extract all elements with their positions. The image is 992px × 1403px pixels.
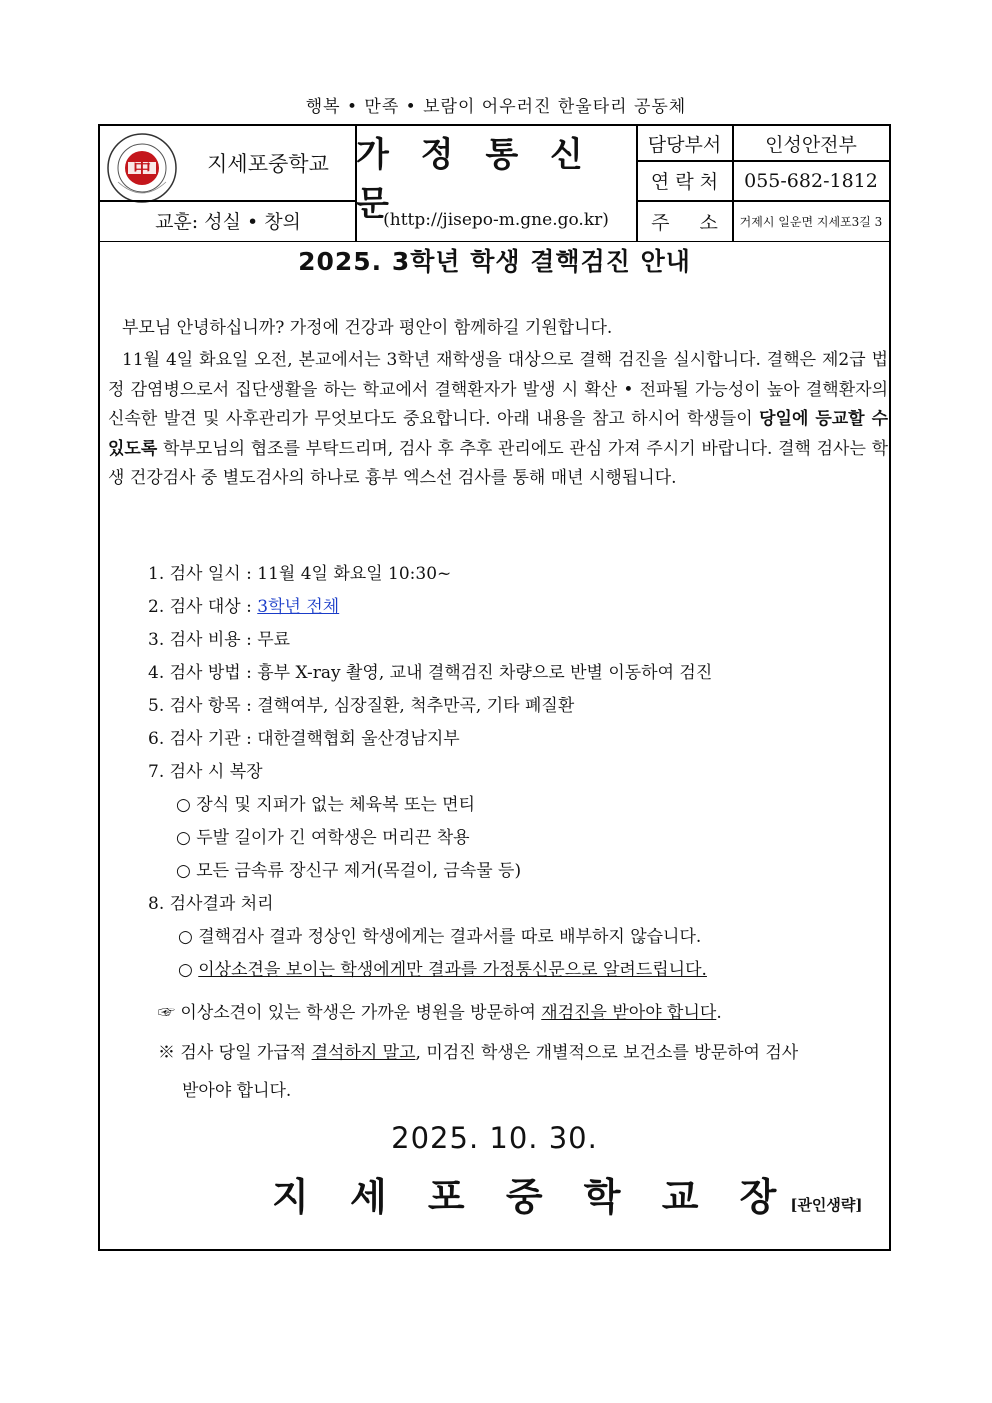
issue-date: 2025. 10. 30. [391, 1121, 598, 1155]
contact-label: 연 락 처 [650, 171, 719, 193]
list-item [148, 591, 888, 624]
school-motto: 교훈: 성실 • 창의 [155, 210, 301, 233]
contact-value: 055-682-1812 [744, 169, 878, 192]
greeting: 부모님 안녕하십니까? 가정에 건강과 평안이 함께하길 기원합니다. [122, 318, 613, 338]
target-link[interactable]: 3학년 전체 [257, 597, 340, 617]
underlined-text: 이상소견을 보이는 학생에게만 결과를 가정통신문으로 알려드립니다. [198, 960, 707, 980]
school-name: 지세포중학교 [207, 152, 329, 176]
seal-note: [관인생략] [790, 1196, 863, 1214]
item-label: 2. 검사 대상 : [148, 597, 258, 617]
note-suffix: . [716, 1003, 722, 1023]
letterhead [100, 126, 889, 242]
school-logo [106, 132, 178, 204]
list-item: 5. 검사 항목 : 결핵여부, 심장질환, 척추만곡, 기타 폐질환 [148, 696, 575, 716]
top-motto: 행복 • 만족 • 보람이 어우러진 한울타리 공동체 [305, 97, 687, 117]
sub-item: ○ 장식 및 지퍼가 없는 체육복 또는 면티 [176, 795, 475, 815]
school-url[interactable]: (http://jisepo-m.gne.go.kr) [383, 210, 609, 230]
principal-signature [272, 1166, 863, 1221]
newsletter-title: 가 정 통 신 문 [356, 135, 593, 224]
sub-item: ○ 두발 길이가 긴 여학생은 머리끈 착용 [176, 828, 470, 848]
note-suffix: , 미검진 학생은 개별적으로 보건소를 방문하여 검사 [415, 1043, 799, 1063]
bullet: ○ [178, 960, 199, 980]
list-item: 3. 검사 비용 : 무료 [148, 630, 291, 650]
list-item: 1. 검사 일시 : 11월 4일 화요일 10:30~ [148, 564, 452, 584]
absence-note [158, 1038, 798, 1063]
list-item: 7. 검사 시 복장 [148, 762, 263, 782]
signature-text: 지 세 포 중 학 교 장 [272, 1174, 791, 1219]
svg-text:中: 中 [133, 159, 151, 180]
list-item: 6. 검사 기관 : 대한결핵협회 울산경남지부 [148, 729, 460, 749]
absence-note-line2: 받아야 합니다. [182, 1081, 292, 1101]
newsletter-frame [98, 124, 891, 1251]
intro-paragraph [108, 346, 888, 494]
intro-text-2: 학부모님의 협조를 부탁드리며, 검사 후 추후 관리에도 관심 가져 주시기 바랍니다. 결핵 검사는 학생 건강검사 중 별도검사의 하나로 흉부 엑스선 검사를 통해 매년 시행됩니다. [108, 438, 888, 488]
intro-text-1: 11월 4일 화요일 오전, 본교에서는 3학년 재학생을 대상으로 결핵 검진을 실시합니다. 결핵은 제2급 법정 감염병으로서 집단생활을 하는 학교에서 결핵환자가 발생 시 확산 • 전파될 가능성이 높아 결핵환자의 신속한 발견 및 사후관리가 무엇보다도 중요합니다. 아래 내용을 참고 하시어 학생들이 [108, 350, 888, 429]
dept-value: 인성안전부 [765, 133, 857, 156]
sub-item [148, 954, 888, 987]
list-item: 4. 검사 방법 : 흉부 X-ray 촬영, 교내 결핵검진 차량으로 반별 이동하여 검진 [148, 663, 713, 683]
item-list [148, 558, 888, 987]
sub-item: ○ 결핵검사 결과 정상인 학생에게는 결과서를 따로 배부하지 않습니다. [178, 927, 702, 947]
note-underline: 재검진을 받아야 합니다 [541, 1003, 717, 1023]
address-label: 주 소 [651, 211, 718, 234]
sub-item: ○ 모든 금속류 장신구 제거(목걸이, 금속물 등) [176, 861, 522, 881]
intro-bold: 당일에 등교할 수 있도록 [108, 409, 888, 459]
address-value: 거제시 일운면 지세포3길 3 [739, 214, 883, 229]
list-item: 8. 검사결과 처리 [148, 894, 274, 914]
note-underline: 결석하지 말고 [311, 1043, 416, 1063]
note-text: ※ 검사 당일 가급적 [158, 1043, 312, 1063]
revisit-note [158, 998, 722, 1023]
note-text: ☞ 이상소견이 있는 학생은 가까운 병원을 방문하여 [158, 1003, 542, 1023]
document-title: 2025. 3학년 학생 결핵검진 안내 [298, 247, 691, 276]
dept-label: 담당부서 [647, 133, 722, 156]
